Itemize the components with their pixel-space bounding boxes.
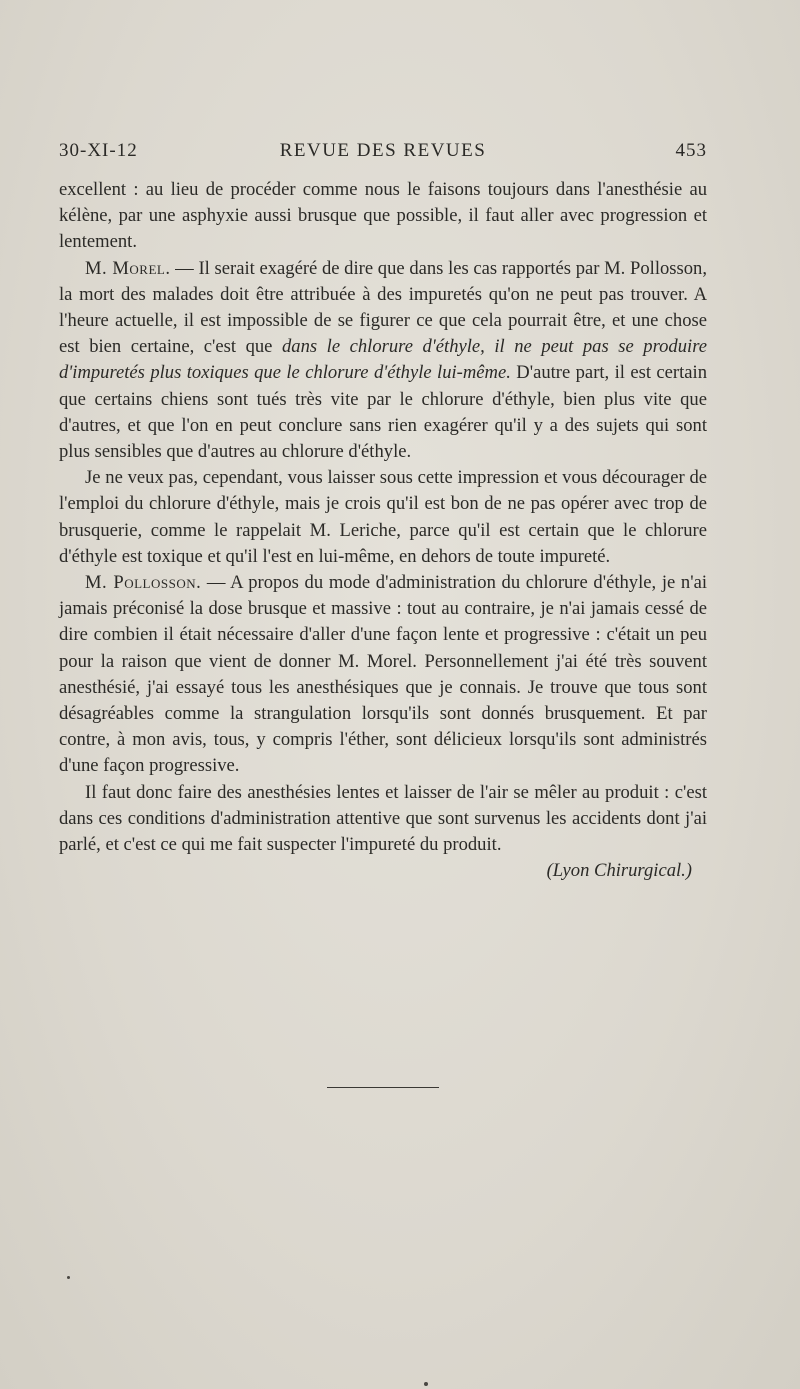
paragraph-1: excellent : au lieu de procéder comme nous le faisons toujours dans l'anesthésie au kélène, par une asphyxie aussi brusque que possible, il faut aller avec progression et lentement. (59, 179, 707, 253)
print-speck (67, 1276, 70, 1279)
paragraph-2-text-b: D'autre part, il est certain que certains chiens sont tués très vite par le chlorure d'éthyle, bien plus vite que d'autres, et que l'on en peut conclure sans rien exagérer qu'il y a des sujets qui sont plus sensibles que d'autres au chlorure d'éthyle. (59, 362, 707, 463)
page-number: 453 (675, 140, 707, 161)
speaker-morel: M. Morel. (85, 257, 171, 279)
paragraph-4 (59, 570, 707, 780)
paragraph-2-italic: dans le chlorure d'éthyle, il ne peut pas se produire d'impuretés plus toxiques que le chlorure d'éthyle lui-même. (59, 336, 707, 384)
print-speck (424, 1382, 428, 1386)
paragraph-4-text: — A propos du mode d'administration du chlorure d'éthyle, je n'ai jamais préconisé la dose brusque et massive : tout au contraire, je n'ai jamais cessé de dire combien il était nécessaire d'aller d'une façon lente et progressive : c'était un peu pour la raison que vient de donner M. Morel. Personnellement j'ai été très souvent anesthésié, j'ai essayé tous les anesthésiques que je connais. Je trouve que tous sont désagréables comme la strangulation lorsqu'ils sont donnés brusquement. Et par contre, à mon avis, tous, y compris l'éther, sont délicieux lorsqu'ils sont administrés d'une façon progressive. (59, 572, 707, 777)
source-citation: (Lyon Chirurgical.) (546, 860, 692, 882)
paragraph-2-text-a: — Il serait exagéré de dire que dans les cas rapportés par M. Pollosson, la mort des malades doit être attribuée à des impuretés qu'on ne peut pas trouver. A l'heure actuelle, il est impossible de se figurer ce que cela pourrait être, et une chose est bien certaine, c'est que (59, 257, 707, 358)
body-text (59, 177, 707, 884)
header-date: 30-XI-12 (59, 140, 138, 161)
section-divider (327, 1087, 439, 1088)
paragraph-3: Je ne veux pas, cependant, vous laisser sous cette impression et vous décourager de l'emploi du chlorure d'éthyle, mais je crois qu'il est bon de ne pas opérer avec trop de brusquerie, comme le rappelait M. Leriche, parce qu'il est certain que le chlorure d'éthyle est toxique et qu'il l'est en lui-même, en dehors de toute impureté. (59, 467, 707, 567)
paragraph-5: Il faut donc faire des anesthésies lentes et laisser de l'air se mêler au produit : c'est dans ces conditions d'administration attentive que sont survenus les accidents dont j'ai parlé, et c'est ce qui me fait suspecter l'impureté du produit. (59, 781, 707, 856)
running-title: REVUE DES REVUES (279, 140, 487, 161)
paragraph-2 (59, 256, 707, 466)
speaker-pollosson: M. Pollosson. (85, 572, 202, 594)
page-header (59, 140, 707, 170)
